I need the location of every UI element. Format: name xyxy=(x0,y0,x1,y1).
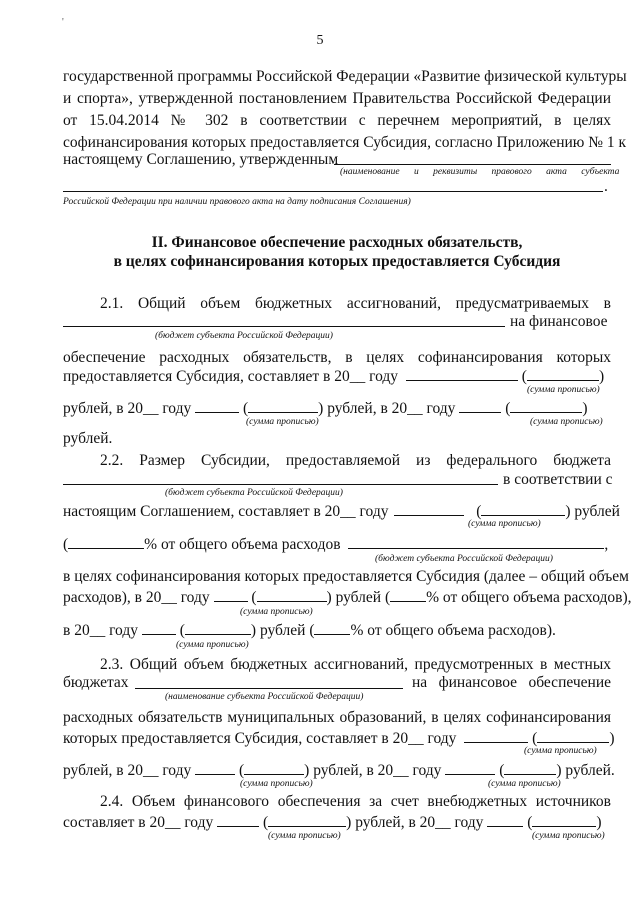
p21-line-4: предоставляется Субсидия, составляет в 20__ году ( ) xyxy=(63,368,605,385)
p21-line-5-a: рублей, в 20__ году xyxy=(63,400,192,417)
intro-line-2: и спорта», утвержденной постановлением Правительства Российской Федерации xyxy=(63,90,611,107)
p22-sum-caption-1: (сумма прописью) xyxy=(468,519,541,529)
p23-amount-1[interactable] xyxy=(464,728,528,743)
intro-line-1: государственной программы Российской Федерации «Развитие физической культуры xyxy=(63,68,627,85)
p21-line-5: рублей, в 20__ году ( ) рублей, в 20__ году ( ) xyxy=(63,400,588,417)
p23-line-2: бюджетах xyxy=(63,674,129,691)
act-name-caption: (наименование и реквизиты правового акта субъекта xyxy=(340,167,620,177)
act-name-blank[interactable] xyxy=(334,164,611,165)
section-title-line-1: II. Финансовое обеспечение расходных обязательств, xyxy=(151,234,523,251)
p21-amount-2-words[interactable] xyxy=(248,398,318,413)
p22-line-6: расходов), в 20__ году ( ) рублей ( % от общего объема расходов), xyxy=(63,589,632,606)
intro-line-6-end: . xyxy=(604,178,608,195)
p22-amount-words[interactable] xyxy=(481,501,565,516)
p22-amount-2[interactable] xyxy=(214,587,248,602)
p22-budget-blank-2[interactable] xyxy=(348,534,604,549)
p23-amount-3-words[interactable] xyxy=(504,760,556,775)
p22-line-3: настоящим Соглашением, составляет в 20__ году ( ) рублей xyxy=(63,503,620,520)
p23-sum-caption-2: (сумма прописью) xyxy=(240,779,313,789)
p21-sum-caption-3: (сумма прописью) xyxy=(530,417,603,427)
p23-subject-blank[interactable] xyxy=(135,688,403,689)
p22-amount-2-words[interactable] xyxy=(257,587,327,602)
p22-budget-blank[interactable] xyxy=(63,484,498,485)
p23-subject-caption: (наименование субъекта Российской Федерации) xyxy=(165,692,364,702)
p22-pct-1[interactable] xyxy=(68,534,144,549)
p24-amount-2-words[interactable] xyxy=(532,812,596,827)
p21-budget-caption: (бюджет субъекта Российской Федерации) xyxy=(155,331,333,341)
p21-budget-blank[interactable] xyxy=(63,326,505,327)
p21-line-2-end: на финансовое xyxy=(510,313,608,330)
intro-line-3: от 15.04.2014 № 302 в соответствии с перечнем мероприятий, в целях xyxy=(63,112,611,129)
intro-line-4: софинансирования которых предоставляется Субсидия, согласно Приложению № 1 к xyxy=(63,134,627,151)
act-name-caption-2: Российской Федерации при наличии правового акта на дату подписания Соглашения) xyxy=(63,197,411,207)
p24-sum-caption-2: (сумма прописью) xyxy=(532,831,605,841)
p24-sum-caption-1: (сумма прописью) xyxy=(268,831,341,841)
p24-amount-1[interactable] xyxy=(217,812,259,827)
p22-line-1: 2.2. Размер Субсидии, предоставляемой из федерального бюджета xyxy=(100,452,611,469)
p22-pct-3[interactable] xyxy=(314,620,350,635)
p22-line-3-start: настоящим Соглашением, составляет в 20__ году xyxy=(63,503,389,520)
p22-sum-caption-3: (сумма прописью) xyxy=(176,640,249,650)
p21-amount-1-words[interactable] xyxy=(527,366,599,381)
p21-line-1: 2.1. Общий объем бюджетных ассигнований, предусматриваемых в xyxy=(100,295,611,312)
p22-amount[interactable] xyxy=(394,501,464,516)
p22-line-5: в целях софинансирования которых предоставляется Субсидия (далее – общий объем xyxy=(63,568,629,585)
p22-pct-2[interactable] xyxy=(390,587,426,602)
act-name-blank-2[interactable] xyxy=(63,191,603,192)
intro-line-5: настоящему Соглашению, утвержденным xyxy=(63,151,339,168)
scan-mark: ' xyxy=(62,17,64,28)
p23-amount-2[interactable] xyxy=(195,760,235,775)
page-number: 5 xyxy=(316,33,324,48)
p21-sum-caption-2: (сумма прописью) xyxy=(246,417,319,427)
p21-amount-1[interactable] xyxy=(406,366,518,381)
p21-amount-3[interactable] xyxy=(459,398,501,413)
p22-line-7: в 20__ году ( ) рублей ( % от общего объема расходов). xyxy=(63,622,556,639)
p24-line-2: составляет в 20__ году ( ) рублей, в 20__ году ( ) xyxy=(63,814,602,831)
p21-line-3: обеспечение расходных обязательств, в целях софинансирования которых xyxy=(63,349,611,366)
p23-amount-1-words[interactable] xyxy=(537,728,609,743)
p21-amount-2[interactable] xyxy=(195,398,239,413)
p21-amount-3-words[interactable] xyxy=(510,398,582,413)
p22-budget-caption-2: (бюджет субъекта Российской Федерации) xyxy=(375,554,553,564)
p22-budget-caption: (бюджет субъекта Российской Федерации) xyxy=(165,488,343,498)
p22-amount-3-words[interactable] xyxy=(185,620,251,635)
p21-line-4-start: предоставляется Субсидия, составляет в 20__ году xyxy=(63,368,399,385)
p22-line-2-end: в соответствии с xyxy=(503,471,613,488)
p22-amount-3[interactable] xyxy=(142,620,176,635)
p23-sum-caption-1: (сумма прописью) xyxy=(524,746,597,756)
p23-line-2-end: на финансовое обеспечение xyxy=(412,674,611,691)
p23-line-5: рублей, в 20__ году ( ) рублей, в 20__ году ( ) рублей. xyxy=(63,762,615,779)
section-title-line-2: в целях софинансирования которых предоставляется Субсидия xyxy=(113,253,561,270)
p23-line-3: расходных обязательств муниципальных образований, в целях софинансирования xyxy=(63,709,611,726)
p23-sum-caption-3: (сумма прописью) xyxy=(488,779,561,789)
p23-amount-2-words[interactable] xyxy=(244,760,304,775)
p22-sum-caption-2: (сумма прописью) xyxy=(240,607,313,617)
p23-amount-3[interactable] xyxy=(445,760,495,775)
p21-line-6: рублей. xyxy=(63,430,113,447)
p22-line-4: ( % от общего объема расходов , xyxy=(63,536,609,553)
p21-sum-caption-1: (сумма прописью) xyxy=(527,385,600,395)
p24-amount-1-words[interactable] xyxy=(268,812,346,827)
p23-line-4: которых предоставляется Субсидия, составляет в 20__ году ( ) xyxy=(63,730,615,747)
p24-line-1: 2.4. Объем финансового обеспечения за счет внебюджетных источников xyxy=(100,793,611,810)
p23-line-1: 2.3. Общий объем бюджетных ассигнований, предусмотренных в местных xyxy=(100,656,611,673)
p21-line-5-b: рублей, в 20__ году xyxy=(327,400,456,417)
p24-amount-2[interactable] xyxy=(487,812,523,827)
